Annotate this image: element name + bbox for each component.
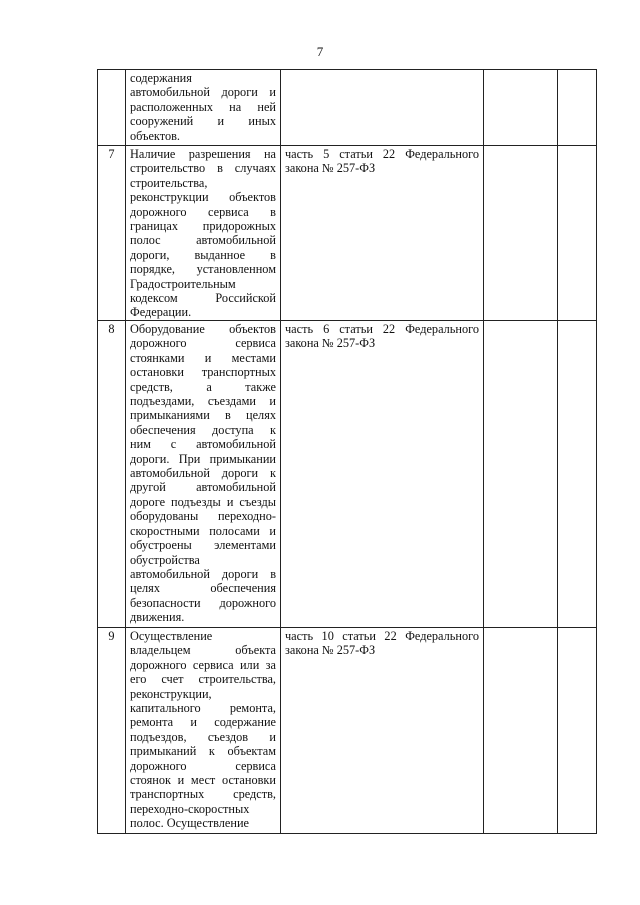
requirement-line: примыканиями в целях (130, 408, 276, 423)
requirement-line: полос автомобильной (130, 233, 276, 248)
table-row (98, 146, 597, 321)
requirement-line: расположенных на ней (130, 99, 276, 114)
empty-cell (484, 146, 558, 321)
reference-line: часть 5 статьи 22 Федерального (285, 147, 479, 161)
requirement-line: примыканий к объектам (130, 744, 276, 759)
requirements-table (97, 69, 597, 834)
requirement-line: дорожного сервиса (130, 336, 276, 351)
requirement-line: стоянками и местами (130, 350, 276, 365)
empty-cell (558, 321, 597, 628)
requirement-cell (126, 628, 281, 834)
requirement-line: обеспечения доступа к (130, 422, 276, 437)
requirement-line: строительство в случаях (130, 161, 276, 176)
requirement-cell (126, 70, 281, 146)
requirement-cell (126, 146, 281, 321)
requirement-line: строительства, (130, 175, 208, 190)
requirement-cell (126, 321, 281, 628)
legal-reference-cell (281, 70, 484, 146)
requirement-line: дорожного сервиса (130, 758, 276, 773)
requirement-line: реконструкции, (130, 686, 212, 701)
requirement-line: Наличие разрешения на (130, 147, 276, 161)
reference-line: закона № 257-ФЗ (285, 643, 376, 658)
requirement-line: автомобильной дороги в (130, 566, 276, 581)
row-number (98, 70, 126, 146)
requirement-line: сооружений и иных (130, 114, 276, 129)
requirement-line: дороге подъезды и съезды (130, 494, 276, 509)
requirement-line: средств, а также (130, 379, 276, 394)
requirement-line: скоростными полосами и (130, 523, 276, 538)
requirement-line: его счет строительства, (130, 672, 276, 687)
table-body (98, 70, 597, 834)
row-number: 8 (98, 321, 126, 628)
requirement-line: капитального ремонта, (130, 701, 276, 716)
requirement-line: целях обеспечения (130, 581, 276, 596)
requirement-line: кодексом Российской (130, 291, 276, 306)
empty-cell (558, 146, 597, 321)
requirement-line: Градостроительным (130, 276, 236, 291)
requirement-line: другой автомобильной (130, 480, 276, 495)
requirement-line: порядке, установленном (130, 262, 276, 277)
requirement-line: автомобильной дороги к (130, 466, 276, 481)
legal-reference-cell (281, 146, 484, 321)
table-row (98, 70, 597, 146)
requirement-line: Осуществление (130, 629, 213, 643)
requirement-line: обустроены элементами (130, 538, 276, 553)
empty-cell (558, 628, 597, 834)
page-number: 7 (316, 44, 324, 59)
requirement-line: дороги. При примыкании (130, 451, 276, 466)
requirement-line: Оборудование объектов (130, 322, 276, 336)
requirement-line: дороги, выданное в (130, 247, 276, 262)
table-row (98, 321, 597, 628)
requirement-line: дорожного сервиса или за (130, 657, 276, 672)
row-number: 9 (98, 628, 126, 834)
requirement-line: дорожного сервиса в (130, 204, 276, 219)
requirement-line: стоянок и мест остановки (130, 773, 276, 788)
empty-cell (484, 70, 558, 146)
requirement-line: обустройства (130, 552, 200, 567)
requirement-line: полос. Осуществление (130, 816, 250, 831)
reference-line: часть 6 статьи 22 Федерального (285, 322, 479, 336)
requirement-line: оборудованы переходно- (130, 509, 276, 524)
empty-cell (558, 70, 597, 146)
requirement-line: остановки транспортных (130, 365, 276, 380)
requirement-line: движения. (130, 610, 185, 625)
reference-line: часть 10 статьи 22 Федерального (285, 629, 479, 643)
requirement-line: ним с автомобильной (130, 437, 276, 452)
requirement-line: реконструкции объектов (130, 190, 276, 205)
legal-reference-cell (281, 321, 484, 628)
requirement-line: границах придорожных (130, 219, 276, 234)
requirement-line: Федерации. (130, 305, 192, 320)
empty-cell (484, 628, 558, 834)
requirement-line: автомобильной дороги и (130, 85, 276, 100)
requirement-line: транспортных средств, (130, 787, 276, 802)
requirement-line: подъездами, съездами и (130, 394, 276, 409)
requirement-line: содержания (130, 71, 192, 85)
empty-cell (484, 321, 558, 628)
reference-line: закона № 257-ФЗ (285, 336, 376, 351)
reference-line: закона № 257-ФЗ (285, 161, 376, 176)
requirement-line: безопасности дорожного (130, 595, 276, 610)
requirement-line: переходно-скоростных (130, 801, 250, 816)
requirement-line: владельцем объекта (130, 643, 276, 658)
row-number: 7 (98, 146, 126, 321)
requirement-line: ремонта и содержание (130, 715, 276, 730)
table-row (98, 628, 597, 834)
requirement-line: объектов. (130, 128, 180, 143)
legal-reference-cell (281, 628, 484, 834)
requirement-line: подъездов, съездов и (130, 729, 276, 744)
